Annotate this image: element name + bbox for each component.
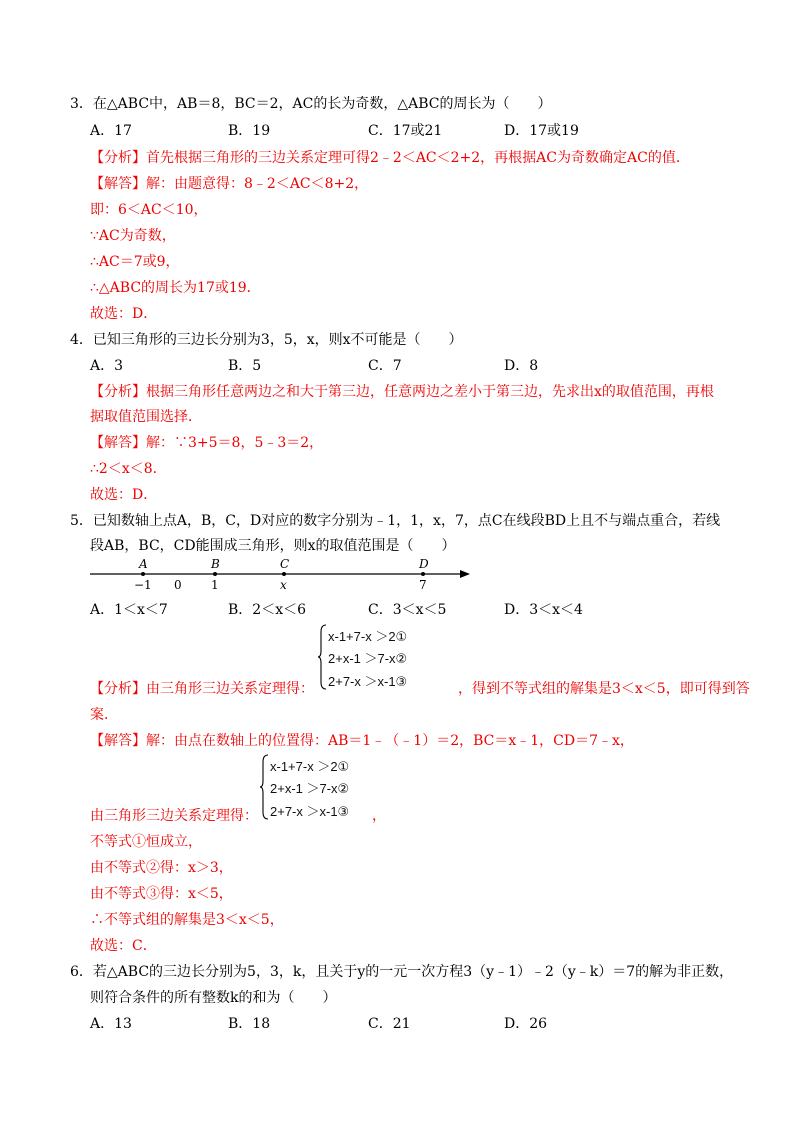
q4-solution-line: 【解答】解：∵3+5＝8，5﹣3＝2， <box>90 435 324 451</box>
inequality-1: x-1+7-x ＞2① <box>328 629 408 644</box>
q3-option-d: D．17或19 <box>504 123 579 139</box>
q6-stem: 则符合条件的所有整数k的和为（ ） <box>90 990 337 1006</box>
q5-option-b: B．2＜x＜6 <box>228 602 306 618</box>
q6-option-b: B．18 <box>228 1016 271 1032</box>
q3-analysis: 【分析】首先根据三角形的三边关系定理可得2﹣2＜AC＜2+2，再根据AC为奇数确定AC的值． <box>90 150 690 166</box>
inequality-2: 2+x-1 ＞7-x② <box>328 651 408 666</box>
label-c: C <box>280 557 290 571</box>
q4-option-b: B．5 <box>228 358 262 374</box>
point-a <box>141 572 145 576</box>
brace-icon <box>318 624 328 690</box>
q5-solution-line: 【解答】解：由点在数轴上的位置得：AB＝1﹣（﹣1）＝2，BC＝x﹣1，CD＝7﹣x， <box>90 733 634 749</box>
q5-solution-line: 由不等式③得：x＜5， <box>90 886 233 902</box>
q4-analysis: 据取值范围选择． <box>90 409 202 425</box>
q4-stem: 4．已知三角形的三边长分别为3，5，x，则x不可能是（ ） <box>70 332 463 348</box>
q3-solution-line: 即：6＜AC＜10， <box>90 202 208 218</box>
q4-option-d: D．8 <box>504 358 539 374</box>
q5-option-d: D．3＜x＜4 <box>504 602 583 618</box>
q5-solution-line: ∴不等式组的解集是3＜x＜5， <box>90 912 284 928</box>
point-b <box>213 572 217 576</box>
q5-analysis: ，得到不等式组的解集是3＜x＜5，即可得到答 <box>458 681 750 697</box>
q5-stem: 5．已知数轴上点A，B，C，D对应的数字分别为﹣1，1，x，7，点C在线段BD上且不与端点重合，若线 <box>70 513 721 529</box>
q3-stem: 3．在△ABC中，AB＝8，BC＝2，AC的长为奇数，△ABC的周长为（ ） <box>70 96 552 112</box>
q4-analysis: 【分析】根据三角形任意两边之和大于第三边，任意两边之差小于第三边，先求出x的取值范围，再根 <box>90 384 714 400</box>
tick-label: x <box>280 578 287 592</box>
inequality-system <box>318 624 448 692</box>
q5-solution-line: 不等式①恒成立， <box>90 834 202 850</box>
q6-stem: 6．若△ABC的三边长分别为5，3，k，且关于y的一元一次方程3（y﹣1）﹣2（y﹣k）＝7的解为非正数， <box>70 964 734 980</box>
point-d <box>421 572 425 576</box>
q3-option-a: A．17 <box>90 123 132 139</box>
inequality-2: 2+x-1 ＞7-x② <box>270 781 350 796</box>
q4-option-a: A．3 <box>90 358 124 374</box>
q5-answer: 故选：C． <box>90 938 157 954</box>
q4-answer: 故选：D． <box>90 487 158 503</box>
q5-solution-line: ， <box>372 808 386 824</box>
q5-analysis: 案． <box>90 707 118 723</box>
label-d: D <box>419 557 429 571</box>
q5-option-a: A．1＜x＜7 <box>90 602 168 618</box>
label-a: A <box>139 557 148 571</box>
q5-option-c: C．3＜x＜5 <box>368 602 447 618</box>
q6-option-c: C．21 <box>368 1016 411 1032</box>
inequality-3: 2+7-x ＞x-1③ <box>270 804 350 819</box>
q6-option-d: D．26 <box>504 1016 548 1032</box>
number-line <box>88 556 478 592</box>
q4-solution-line: ∴2＜x＜8． <box>90 461 167 477</box>
q6-option-a: A．13 <box>90 1016 132 1032</box>
tick-label: 7 <box>419 578 427 592</box>
tick-label: 0 <box>174 578 182 592</box>
q3-option-c: C．17或21 <box>368 123 443 139</box>
q3-solution-line: ∴△ABC的周长为17或19． <box>90 280 261 296</box>
q3-solution-line: ∵AC为奇数， <box>90 228 176 244</box>
q5-analysis: 【分析】由三角形三边关系定理得： <box>90 681 314 697</box>
q3-answer: 故选：D． <box>90 306 158 322</box>
q5-solution-line: 由不等式②得：x＞3， <box>90 860 233 876</box>
q3-solution-line: 【解答】解：由题意得：8﹣2＜AC＜8+2， <box>90 176 369 192</box>
inequality-system <box>260 754 390 822</box>
label-b: B <box>211 557 220 571</box>
q5-solution-line: 由三角形三边关系定理得： <box>90 808 258 824</box>
q5-stem: 段AB，BC，CD能围成三角形，则x的取值范围是（ ） <box>90 538 456 554</box>
tick-label: −1 <box>134 578 152 592</box>
q4-option-c: C．7 <box>368 358 402 374</box>
point-c <box>282 572 286 576</box>
q3-option-b: B．19 <box>228 123 271 139</box>
inequality-3: 2+7-x ＞x-1③ <box>328 674 408 689</box>
arrow-icon <box>460 570 470 578</box>
brace-icon <box>260 754 270 820</box>
tick-label: 1 <box>211 578 219 592</box>
q3-solution-line: ∴AC＝7或9， <box>90 254 180 270</box>
inequality-1: x-1+7-x ＞2① <box>270 759 350 774</box>
